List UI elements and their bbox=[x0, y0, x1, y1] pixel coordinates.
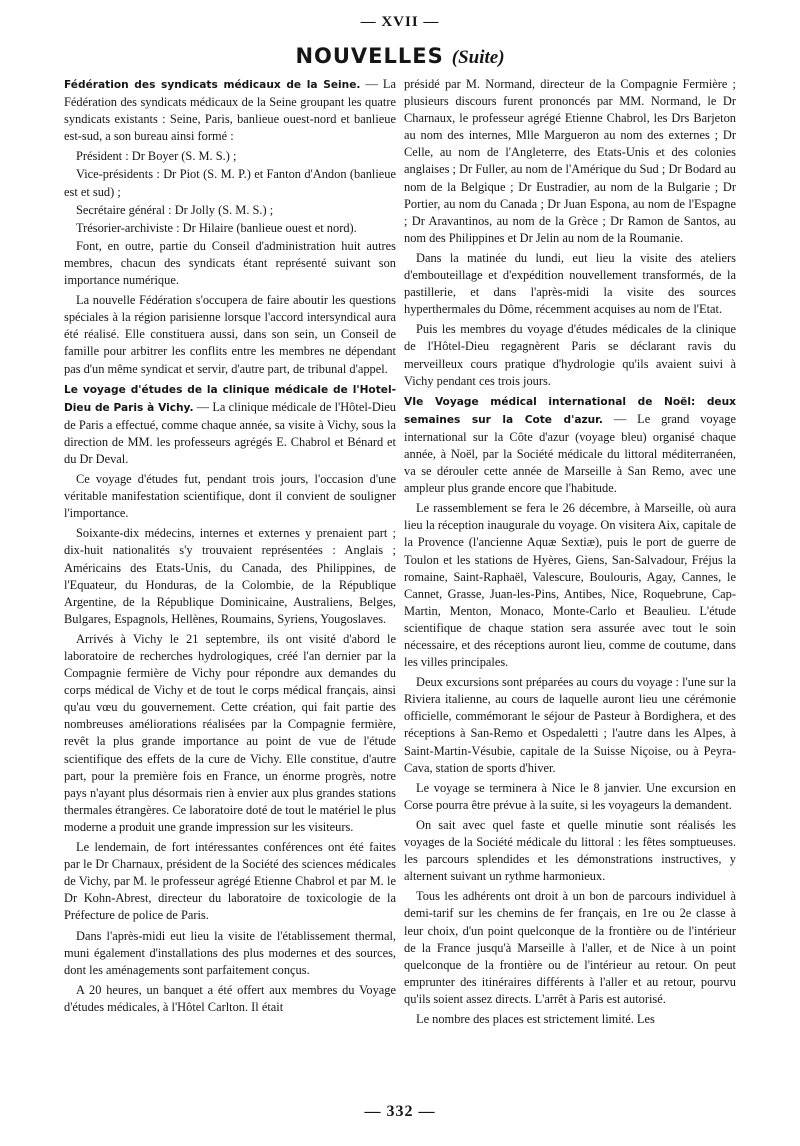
paragraph bbox=[64, 148, 396, 165]
paragraph bbox=[64, 525, 396, 628]
paragraph-text: présidé par M. Normand, directeur de la Compagnie Fermière ; plusieurs discours furent prononcés par MM. Normand, le Dr Charnaux, le professeur agrégé Etienne Chabrol, les Drs Barjeton au nom des internes, Mlle Margueron au nom des externes ; Dr Celle, au nom de l'Angleterre, des Etats-Unis et des colonies anglaises ; Dr Fuller, au nom de l'Amérique du Sud ; Dr Bodard au nom de la Belgique ; Dr Eustradier, au nom de la Bulgarie ; Dr Portier, au nom du Canada ; Dr Juan Espona, au nom de l'Espagne ; Dr Aravantinos, au nom de la Grèce ; Dr Ramon de Santos, au nom des Philippines et Dr Jelin au nom de la Roumanie. bbox=[404, 77, 736, 245]
paragraph bbox=[404, 888, 736, 1008]
paragraph-heading: Fédération des syndicats médicaux de la Seine. bbox=[64, 79, 361, 91]
paragraph-text: — La Fédération des syndicats médicaux de la Seine groupant les quatre syndicats existants : Seine, Paris, banlieue ouest-nord et banlieue est-sud, a son bureau ainsi formé : bbox=[64, 77, 396, 144]
paragraph-text: On sait avec quel faste et quelle minutie sont réalisés les voyages de la Société médicale du littoral : les fêtes somptueuses. les parcours splendides et les démonstrations instructives, y alternent suivant un rythme harmonieux. bbox=[404, 817, 736, 884]
paragraph bbox=[404, 1011, 736, 1028]
paragraph-text: A 20 heures, un banquet a été offert aux membres du Voyage d'études médicales, à l'Hôtel Carlton. Il était bbox=[64, 982, 396, 1014]
paragraph-text: Dans l'après-midi eut lieu la visite de l'établissement thermal, muni également d'installations des plus modernes et des sources, dont les aménagements sont parfaitement conçus. bbox=[64, 928, 396, 977]
paragraph bbox=[404, 500, 736, 671]
paragraph bbox=[64, 928, 396, 979]
paragraph-text: Arrivés à Vichy le 21 septembre, ils ont visité d'abord le laboratoire de recherches hydrologiques, créé l'an dernier par la Compagnie fermière de Vichy pour répondre aux demandes du corps médical de Vichy et de tout le corps médical français, ainsi qu'au vœu du gouvernement. Cette création, qui fait partie des nombreuses améliorations réalisées par la Compagnie fermière, revêt la plus grande importance au point de vue de l'étude scientifique des effets de la cure de Vichy. Elle constitue, d'autre part, pour la première fois en France, un énorme progrès, notre pays n'ayant plus désormais rien à envier aux plus grandes stations thermales étrangères. Ce laboratoire doté de tout le matériel le plus moderne a produit une grande impression sur les visiteurs. bbox=[64, 631, 397, 834]
paragraph-text: Font, en outre, partie du Conseil d'administration huit autres membres, chacun des syndicats étant représenté suivant son importance numérique. bbox=[64, 238, 396, 288]
right-column bbox=[404, 76, 736, 1031]
paragraph-text: — Le grand voyage international sur la Côte d'azur (voyage bleu) organisé chaque année, à Noël, par la Société médicale du littoral méditerranéen, va se dérouler cette année de Marseille à San Remo, avec une ampleur plus grande encore que l'habitude. bbox=[404, 411, 737, 496]
paragraph bbox=[64, 220, 396, 237]
paragraph bbox=[64, 381, 396, 468]
paragraph bbox=[64, 982, 396, 1016]
paragraph bbox=[404, 250, 736, 318]
paragraph-text: Le nombre des places est strictement limité. Les bbox=[416, 1011, 655, 1026]
paragraph bbox=[64, 292, 396, 377]
page-header-roman-numeral: — XVII — bbox=[360, 14, 440, 30]
page-number: — 332 — bbox=[364, 1103, 436, 1120]
paragraph-text: Tous les adhérents ont droit à un bon de parcours individuel à demi-tarif sur les chemins de fer français, en 1re ou 2e classe à leur choix, d'un point quelconque de la frontière ou de l'intérieur de la France jusqu'à Marseille à l'aller, et de Nice à un point quelconque de la frontière ou de l'intérieur au retour. On peut emprunter des itinéraires différents à l'aller et au retour, pourvu qu'ils soient assez directs. L'arrêt à Paris est autorisé. bbox=[404, 889, 736, 1006]
paragraph-text: Président : Dr Boyer (S. M. S.) ; bbox=[76, 149, 237, 164]
left-column bbox=[64, 76, 396, 1019]
paragraph bbox=[64, 76, 396, 145]
paragraph bbox=[404, 780, 736, 814]
paragraph bbox=[64, 631, 396, 836]
paragraph bbox=[64, 238, 396, 289]
title-suffix: (Suite) bbox=[451, 47, 505, 68]
paragraph bbox=[404, 321, 736, 389]
paragraph bbox=[64, 471, 396, 522]
paragraph-text: Dans la matinée du lundi, eut lieu la visite des ateliers d'embouteillage et d'expédition nouvellement transformés, de la pastillerie, et dans l'après-midi la visite des sources hyperthermales du Dôme, récemment acquises au nom de l'Etat. bbox=[404, 250, 736, 317]
paragraph bbox=[64, 202, 396, 219]
paragraph-text: Le lendemain, de fort intéressantes conférences ont été faites par le Dr Charnaux, président de la Société des sciences médicales de Vichy, par M. le professeur agrégé Etienne Chabrol et par M. le Dr Kohn-Abrest, directeur du laboratoire de toxicologie de la Préfecture de police de Paris. bbox=[64, 840, 396, 923]
paragraph bbox=[404, 674, 736, 777]
title-main: NOUVELLES bbox=[295, 44, 444, 68]
paragraph-text: Le rassemblement se fera le 26 décembre, à Marseille, où aura lieu la réception inaugurale du voyage. On visitera Aix, capitale de la Provence (l'ancienne Aquæ Sextiæ), puis le port de guerre de Toulon et les stations de Hyères, Giens, San-Salvadour, Fréjus la romaine, Saint-Raphaël, Valescure, Boulouris, Agay, Cannes, le Cannet, Grasse, Juan-les-Pins, Antibes, Nice, Roquebrune, Cap-Martin, Menton, Monaco, Monte-Carlo et Beaulieu. L'étude scientifique de chaque station sera assurée avec tout le soin nécessaire, et des réceptions auront lieu, comme de coutume, dans les villes principales. bbox=[404, 501, 736, 670]
paragraph bbox=[64, 839, 396, 924]
paragraph bbox=[404, 76, 736, 247]
paragraph bbox=[404, 393, 736, 498]
paragraph-text: Ce voyage d'études fut, pendant trois jours, l'occasion d'une véritable manifestation scientifique, dont il convient de souligner l'importance. bbox=[64, 472, 396, 521]
paragraph-text: La nouvelle Fédération s'occupera de faire aboutir les questions spéciales à la région parisienne lorsque l'accord intersyndical aura été réalisé. Elle constituera aussi, dans son sein, un Conseil de famille pour arbitrer les conflits entre les membres ne dépendant pas d'un même syndicat et servir, d'autre part, de tribunal d'appel. bbox=[64, 293, 396, 376]
paragraph bbox=[404, 817, 736, 885]
paragraph-heading: VIe Voyage médical international de Noël: deux semaines sur la Cote d'azur. bbox=[404, 395, 736, 426]
paragraph-text: Vice-présidents : Dr Piot (S. M. P.) et Fanton d'Andon (banlieue est et sud) ; bbox=[64, 167, 396, 199]
paragraph-text: Le voyage se terminera à Nice le 8 janvier. Une excursion en Corse pourra être prévue à la suite, si les voyageurs la demandent. bbox=[404, 780, 736, 812]
paragraph-text: — La clinique médicale de l'Hôtel-Dieu de Paris a effectué, comme chaque année, sa visite à Vichy, sous la direction de MM. les professeurs agrégés E. Chabrol et Bénard et du Dr Deval. bbox=[64, 399, 396, 466]
paragraph-heading: Le voyage d'études de la clinique médicale de l'Hotel-Dieu de Paris à Vichy. bbox=[64, 383, 396, 414]
paragraph-text: Puis les membres du voyage d'études médicales de la clinique de l'Hôtel-Dieu regagnèrent Paris se déclarant ravis du merveilleux cours pratique d'hydrologie qu'ils avaient suivi à Vichy pendant ces trois jours. bbox=[404, 322, 736, 388]
paragraph-text: Trésorier-archiviste : Dr Hilaire (banlieue ouest et nord). bbox=[76, 220, 357, 235]
paragraph-text: Soixante-dix médecins, internes et externes y prenaient part ; dix-huit nationalités s'y trouvaient représentées : Anglais ; Américains des Etats-Unis, du Canada, des Philippines, de l'Equateur, du Honduras, de la Colombie, de la République Argentine, de la République Dominicaine, Australiens, Belges, Bulgares, Espagnols, Hellènes, Roumains, Syriens, Yougoslaves. bbox=[64, 526, 396, 626]
section-title bbox=[0, 44, 800, 69]
paragraph-text: Secrétaire général : Dr Jolly (S. M. S.) ; bbox=[76, 202, 274, 217]
paragraph-text: Deux excursions sont préparées au cours du voyage : l'une sur la Riviera italienne, au cours de laquelle auront lieu une cérémonie officielle, commémorant le séjour de Pasteur à Bordighera, et des réceptions à San-Remo et Ospedaletti ; l'autre dans les Alpes, à Saint-Martin-Vésubie, capitale de la Suisse Niçoise, ou à Peyra-Cava, station de sports d'hiver. bbox=[404, 675, 736, 775]
paragraph bbox=[64, 166, 396, 200]
